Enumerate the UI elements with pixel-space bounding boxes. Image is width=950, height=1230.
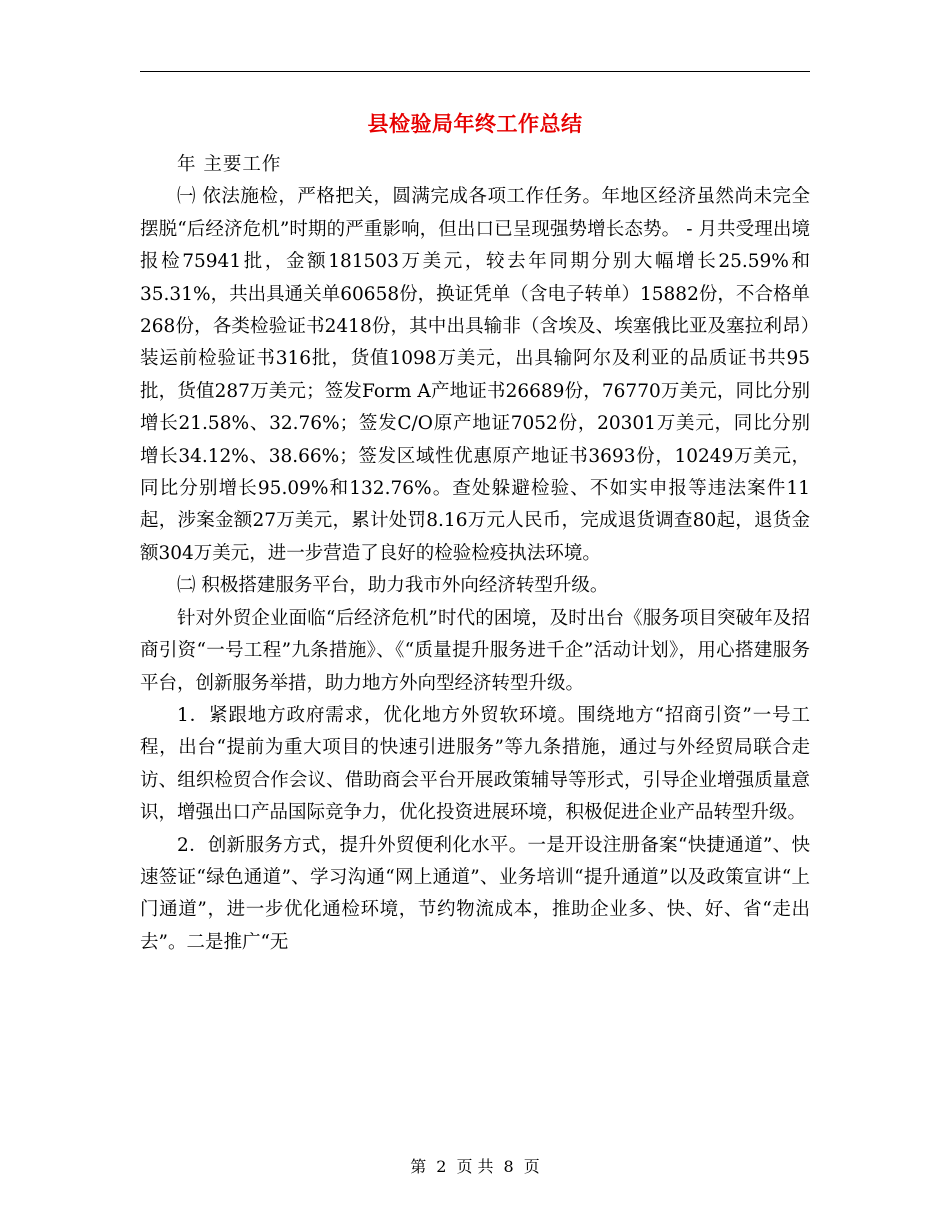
section-heading: 年 主要工作 xyxy=(177,154,282,175)
footer-prefix: 第 xyxy=(410,1157,427,1176)
document-body xyxy=(140,149,810,959)
footer-middle: 页 共 xyxy=(456,1157,494,1176)
body-paragraph: 2．创新服务方式，提升外贸便利化水平。一是开设注册备案“快捷通道”、快速签证“绿色通道”、学习沟通“网上通道”、业务培训“提升通道”以及政策宣讲“上门通道”，进一步优化通检环境，节约物流成本，推助企业多、快、好、省“走出去”。二是推广“无 xyxy=(140,834,810,953)
header-rule xyxy=(140,71,810,72)
footer-suffix: 页 xyxy=(523,1157,540,1176)
body-paragraph: ㈡ 积极搭建服务平台，助力我市外向经济转型升级。 xyxy=(177,575,609,597)
page-number: 2 xyxy=(436,1157,447,1176)
page-footer xyxy=(0,1154,950,1177)
body-paragraph: 针对外贸企业面临“后经济危机”时代的困境，及时出台《服务项目突破年及招商引资“一号工程”九条措施》、《“质量提升服务进千企”活动计划》，用心搭建服务平台，创新服务举措，助力地方外向型经济转型升级。 xyxy=(140,607,810,694)
body-paragraph: 1．紧跟地方政府需求，优化地方外贸软环境。围绕地方“招商引资”一号工程，出台“提前为重大项目的快速引进服务”等九条措施，通过与外经贸局联合走访、组织检贸合作会议、借助商会平台开展政策辅导等形式，引导企业增强质量意识，增强出口产品国际竞争力，优化投资进展环境，积极促进企业产品转型升级。 xyxy=(140,704,810,824)
page-total: 8 xyxy=(503,1157,514,1176)
document-title: 县检验局年终工作总结 xyxy=(367,111,583,136)
body-paragraph: ㈠ 依法施检，严格把关，圆满完成各项工作任务。年地区经济虽然尚未完全摆脱“后经济危机”时期的严重影响，但出口已呈现强势增长态势。 - 月共受理出境报检75941批，金额181503万美元，较去年同期分别大幅增长25.59%和35.31%，共出具通关单60658份，换证凭单（含电子转单）15882份，不合格单268份，各类检验证书2418份，其中出具输非（含埃及、埃塞俄比亚及塞拉利昂）装运前检验证书316批，货值1098万美元，出具输阿尔及利亚的品质证书共95批，货值287万美元；签发Form A产地证书26689份，76770万美元，同比分别增长21.58%、32.76%；签发C/O原产地证7052份，20301万美元，同比分别增长34.12%、38.66%；签发区域性优惠原产地证书3693份，10249万美元，同比分别增长95.09%和132.76%。查处躲避检验、不如实申报等违法案件11起，涉案金额27万美元，累计处罚8.16万元人民币，完成退货调查80起，退货金额304万美元，进一步营造了良好的检验检疫执法环境。 xyxy=(140,186,810,564)
